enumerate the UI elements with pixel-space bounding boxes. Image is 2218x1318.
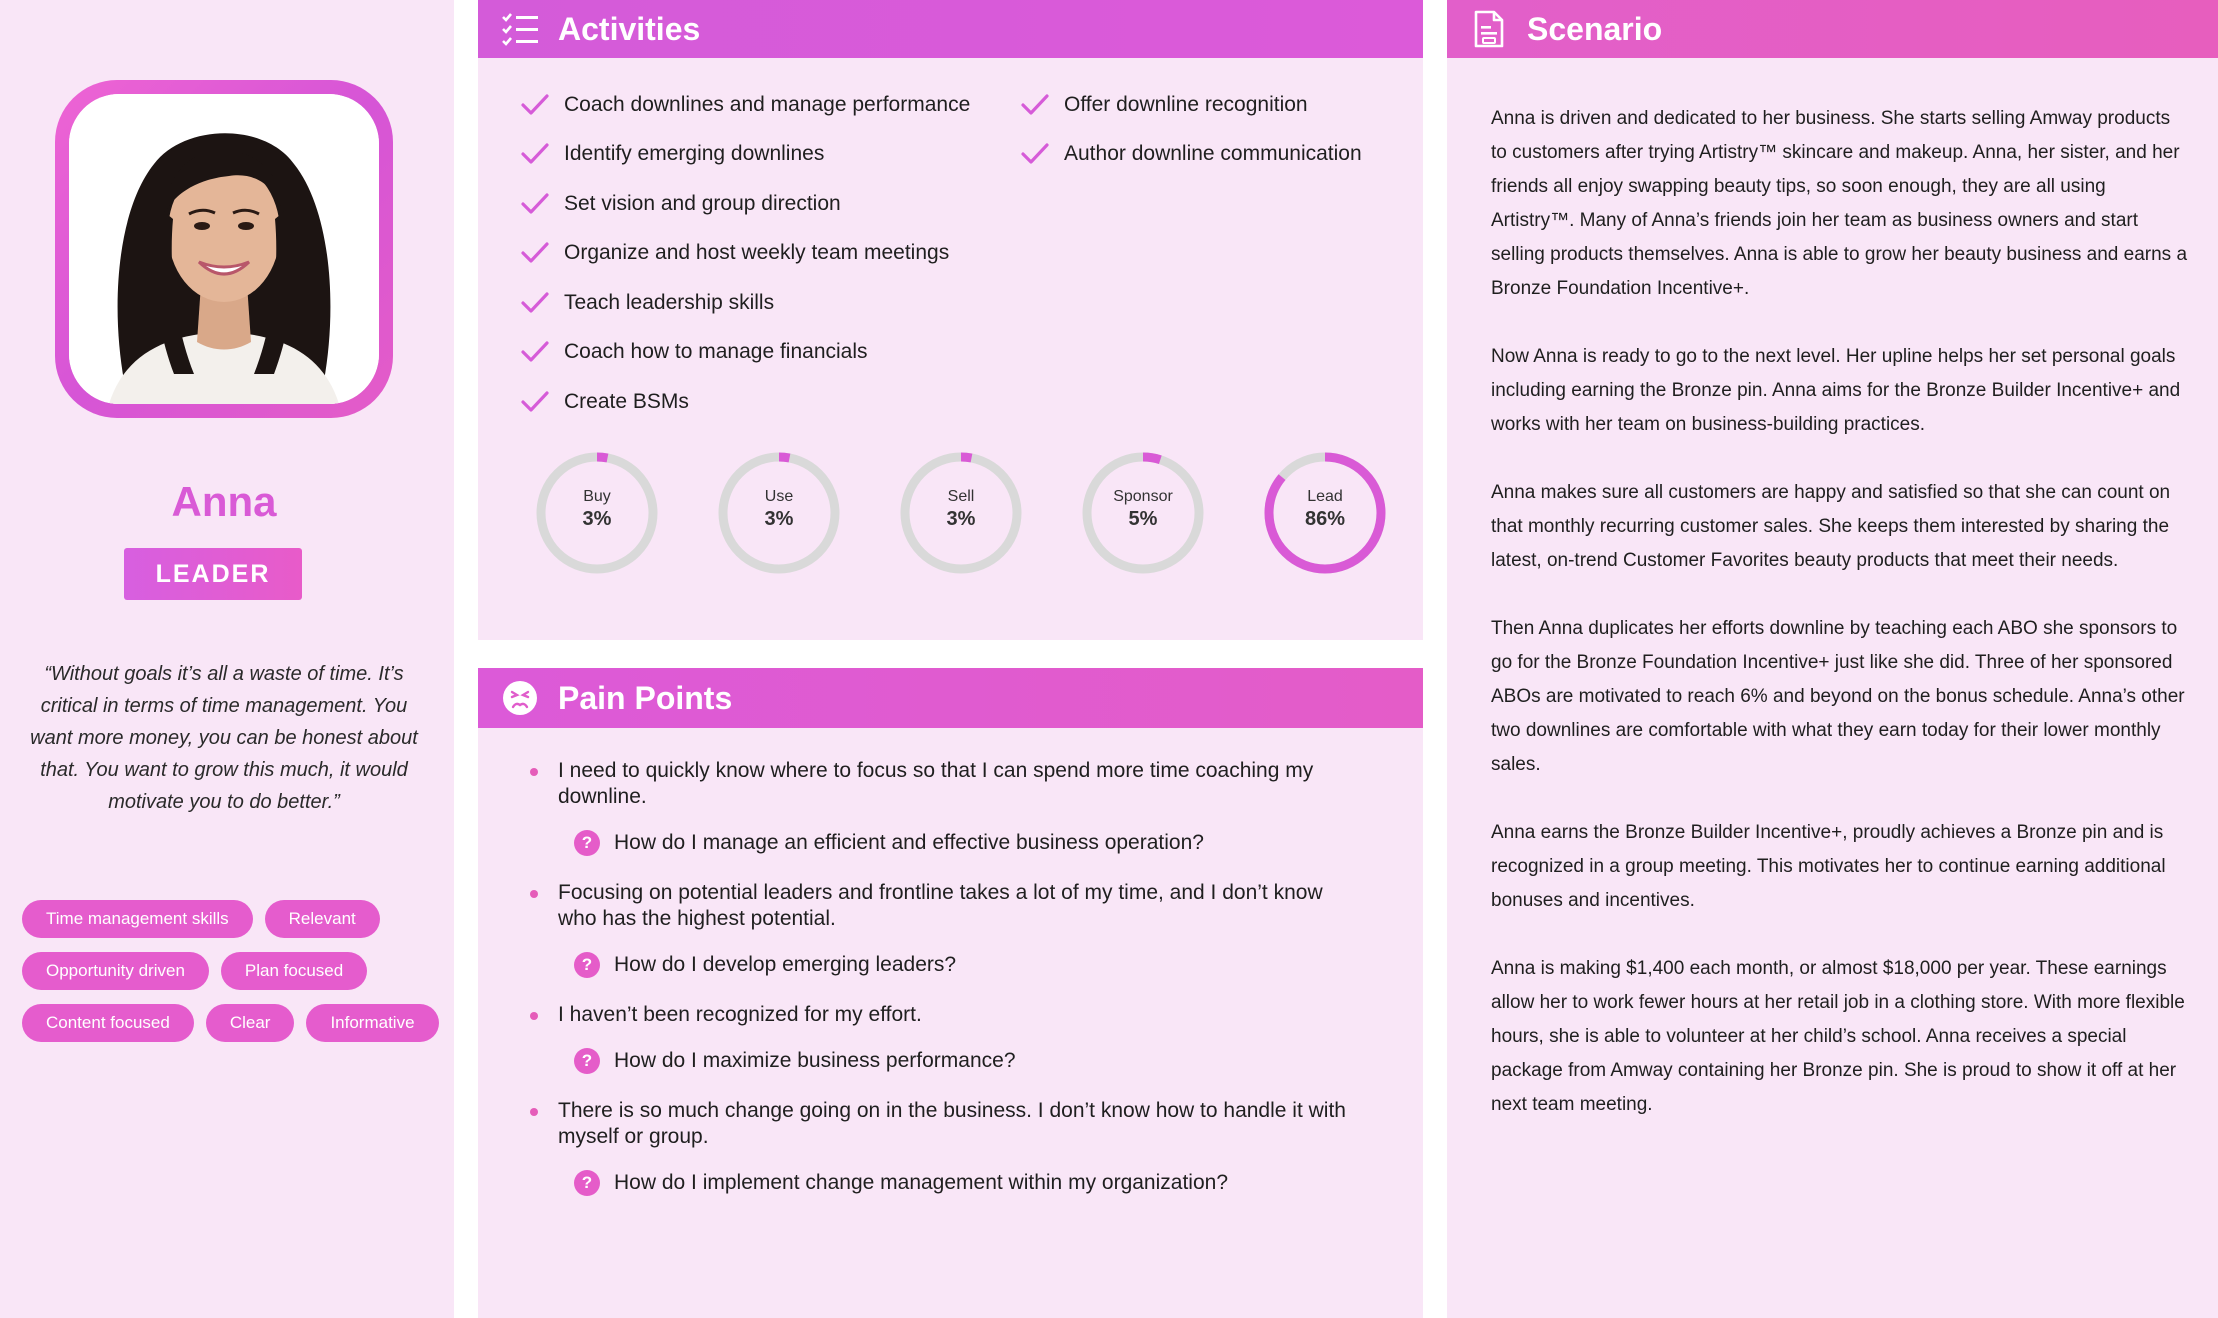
question-icon: ? [574,830,600,856]
donut-sponsor [1080,450,1206,576]
question-text: How do I develop emerging leaders? [614,953,957,976]
check-icon [520,141,550,167]
question-icon: ? [574,952,600,978]
pain-points-header [478,668,1423,728]
check-icon [1020,141,1050,167]
donut-use [716,450,842,576]
scenario-panel [1447,0,2218,1318]
pain-points-title: Pain Points [558,679,733,716]
activity-label: Organize and host weekly team meetings [564,241,950,265]
scenario-paragraph: Anna makes sure all customers are happy and satisfied so that she can count on that monthly recurring customer sales. She keeps them interested by sharing the latest, on-trend Customer Favorites beauty products that meet their needs. [1491,482,2171,571]
donut-value-label: 3% [582,508,612,530]
pain-point-question [574,830,1388,856]
donut-lead [1262,450,1388,576]
activities-list-left [520,80,970,427]
pain-point-text: Focusing on potential leaders and frontline takes a lot of my time, and I don’t know who has the highest potential. [528,880,1358,932]
check-icon [520,240,550,266]
scenario-paragraph: Anna earns the Bronze Builder Incentive+, proudly achieves a Bronze pin and is recognized in a group meeting. This motivates her to continue earning additional bonuses and incentives. [1491,822,2166,911]
donut-value-label: 3% [764,508,794,530]
activity-item [520,130,970,180]
check-icon [520,191,550,217]
donut-buy [534,450,660,576]
activity-item [520,377,970,427]
donut-value-label: 86% [1304,508,1346,530]
activity-label: Offer downline recognition [1064,92,1308,116]
question-text: How do I implement change management within my organization? [614,1171,1228,1194]
activities-header [478,0,1423,58]
check-icon [1020,92,1050,118]
donut-category-label: Sponsor [1113,488,1173,505]
donut-category-label: Sell [947,488,975,505]
activity-item [520,328,970,378]
activity-item [520,80,970,130]
donut-category-label: Buy [583,488,611,505]
scenario-paragraph: Then Anna duplicates her efforts downline by teaching each ABO she sponsors to go for the Bronze Foundation Incentive+ just like she did. Three of her sponsored ABOs are motivated to reach 6% and beyond on the bonus schedule. Anna’s other two downlines are comfortable with what they earn today for their lower monthly sales. [1491,618,2185,775]
pain-point-question [574,1170,1388,1196]
activities-title: Activities [558,10,701,47]
scenario-paragraph: Anna is driven and dedicated to her business. She starts selling Amway products to customers after trying Artistry™ skincare and makeup. Anna, her sister, and her friends all enjoy swapping beauty tips, so soon enough, they are all using Artistry™. Many of Anna’s friends join her team as business owners and start selling products themselves. Anna is able to grow her beauty business and earns a Bronze Foundation Incentive+. [1491,108,2188,299]
activity-label: Identify emerging downlines [564,142,825,166]
question-icon: ? [574,1170,600,1196]
donut-category-label: Use [764,488,794,505]
activity-label: Author downline communication [1064,142,1362,166]
pain-point-text: There is so much change going on in the business. I don’t know how to handle it with myself or group. [528,1098,1358,1150]
tag-relevant: Relevant [265,900,380,938]
scenario-paragraph: Now Anna is ready to go to the next level. Her upline helps her set personal goals including earning the Bronze pin. Anna aims for the Bronze Builder Incentive+ and works with her team on business-building practices. [1491,346,2181,435]
activity-item [1020,80,1362,130]
pain-point-question [574,952,1388,978]
tag-time-management: Time management skills [22,900,253,938]
tag-opportunity-driven: Opportunity driven [22,952,209,990]
pain-point-text: I need to quickly know where to focus so that I can spend more time coaching my downline. [528,758,1358,810]
pain-point-question [574,1048,1388,1074]
check-icon [520,290,550,316]
profile-name: Anna [171,478,277,525]
activity-label: Teach leadership skills [564,290,775,314]
scenario-text [1491,102,2191,1156]
portrait-illustration [69,94,379,404]
tag-clear: Clear [206,1004,295,1042]
activity-label: Coach downlines and manage performance [564,92,971,116]
donut-sell [898,450,1024,576]
scenario-paragraph: Anna is making $1,400 each month, or almost $18,000 per year. These earnings allow her to work fewer hours at her retail job in a clothing store. With more flexible hours, she is able to volunteer at her child’s school. Anna receives a special package from Amway containing her Bronze pin. She is proud to show it off at her next team meeting. [1491,958,2185,1115]
question-icon: ? [574,1048,600,1074]
frown-face-icon [500,678,540,718]
activity-item [520,179,970,229]
tag-informative: Informative [306,1004,438,1042]
checklist-icon [500,9,540,49]
donut-category-label: Lead [1307,488,1343,505]
check-icon [520,92,550,118]
donut-value-label: 3% [946,508,976,530]
activity-label: Set vision and group direction [564,191,841,215]
document-icon [1469,9,1509,49]
pain-point [528,1002,1388,1074]
question-text: How do I manage an efficient and effective business operation? [614,831,1204,854]
pain-point [528,1098,1388,1196]
tag-plan-focused: Plan focused [221,952,367,990]
activity-label: Create BSMs [564,389,689,413]
pain-point-text: I haven’t been recognized for my effort. [528,1002,1358,1028]
question-text: How do I maximize business performance? [614,1049,1016,1072]
pain-points-panel [478,668,1423,1318]
activities-panel [478,0,1423,640]
trait-tags [22,900,442,1042]
activity-label: Coach how to manage financials [564,340,868,364]
profile-panel [0,0,454,1318]
tag-content-focused: Content focused [22,1004,194,1042]
scenario-title: Scenario [1527,10,1663,47]
activities-list-right [1020,80,1362,179]
pain-point [528,758,1388,856]
donut-value-label: 5% [1128,508,1158,530]
activity-donut-charts [534,450,1394,576]
check-icon [520,389,550,415]
activity-item [520,229,970,279]
activity-item [520,278,970,328]
profile-photo-frame [55,80,393,418]
pain-points-list [528,758,1388,1220]
profile-quote: “Without goals it’s all a waste of time. It’s critical in terms of time management. You want more money, you can be honest about that. You want to grow this much, it would motivate you to do better.” [30,663,418,813]
check-icon [520,339,550,365]
scenario-header [1447,0,2218,58]
profile-photo [69,94,379,404]
role-badge: LEADER [124,548,302,600]
pain-point [528,880,1388,978]
activity-item [1020,130,1362,180]
